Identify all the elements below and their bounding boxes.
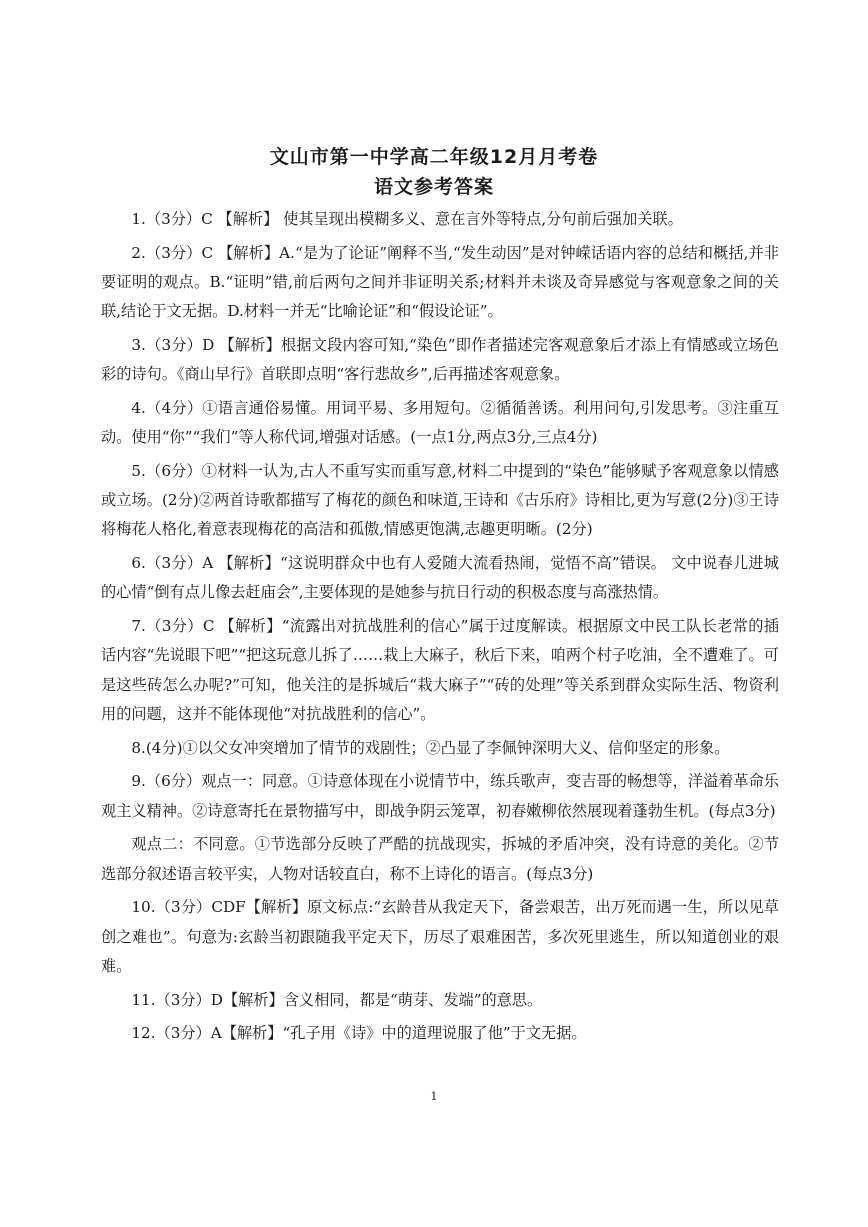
answer-list [101,205,779,1053]
answer-item-1: 1.（3分）C 【解析】 使其呈现出模糊多义、意在言外等特点,分句前后强加关联。 [131,210,683,228]
answer-item-8: 8.(4分)①以父女冲突增加了情节的戏剧性；②凸显了李佩钟深明大义、信仰坚定的形象。 [131,738,730,757]
answer-item-12: 12.（3分）A【解析】“孔子用《诗》中的道理说服了他”于文无据。 [131,1024,587,1043]
answer-item-10: 10.（3分）CDF【解析】原文标点:“玄龄昔从我定天下，备尝艰苦，出万死而遇一生，所以见草创之难也”。句意为:玄龄当初跟随我平定天下，历尽了艰难困苦，多次死里逃生，所以知道创业的艰难。 [101,898,779,975]
answer-item-9: 9.（6分）观点一：同意。①诗意体现在小说情节中，练兵歌声，变吉哥的畅想等，洋溢着革命乐观主义精神。②诗意寄托在景物描写中，即战争阴云笼罩，初春嫩柳依然展现着蓬勃生机。(每点3分) [101,772,779,820]
answer-item-11: 11.（3分）D【解析】含义相同，都是“萌芽、发端”的意思。 [131,990,543,1009]
answer-item-6: 6.（3分）A 【解析】“这说明群众中也有人爱随大流看热闹，觉悟不高”错误。 文中说春儿进城的心情“倒有点儿像去赶庙会”,主要体现的是她参与抗日行动的积极态度与高涨热情。 [101,554,779,602]
exam-title: 文山市第一中学高二年级12月月考卷 [269,146,599,168]
answer-item-3: 3.（3分）D 【解析】根据文段内容可知,“染色”即作者描述完客观意象后才添上有情感或立场色彩的诗句。《商山早行》首联即点明“客行悲故乡”,后再描述客观意象。 [101,336,779,384]
page-number: 1 [430,1090,438,1103]
answer-item-7: 7.（3分）C 【解析】“流露出对抗战胜利的信心”属于过度解读。根据原文中民工队长老常的插话内容“先说眼下吧”“把这玩意儿拆了……栽上大麻子，秋后下来，咱两个村子吃油，全不遭难了。可是这些砖怎么办呢?”可知，他关注的是拆城后“栽大麻子”“砖的处理”等关系到群众实际生活、物资利用的问题，这并不能体现他“对抗战胜利的信心”。 [101,617,779,723]
answer-key-subtitle: 语文参考答案 [373,176,494,198]
answer-item-5: 5.（6分）①材料一认为,古人不重写实而重写意,材料二中提到的“染色”能够赋予客观意象以情感或立场。(2分)②两首诗歌都描写了梅花的颜色和味道,王诗和《古乐府》诗相比,更为写意(2分)③王诗将梅花人格化,着意表现梅花的高洁和孤傲,情感更饱满,志趣更明晰。(2分) [101,462,779,539]
answer-item-2: 2.（3分）C 【解析】A.“是为了论证”阐释不当,“发生动因”是对钟嵘话语内容的总结和概括,并非要证明的观点。B.“证明”错,前后两句之间并非证明关系;材料并未谈及奇异感觉与客观意象之间的关联,结论于文无据。D.材料一并无“比喻论证”和“假设论证”。 [101,243,779,321]
answer-item-4: 4.（4分）①语言通俗易懂。用词平易、多用短句。②循循善诱。利用问句,引发思考。③注重互动。使用“你”“我们”等人称代词,增强对话感。(一点1分,两点3分,三点4分) [101,399,779,447]
answer-item-9-view2: 观点二：不同意。①节选部分反映了严酷的抗战现实，拆城的矛盾冲突，没有诗意的美化。②节选部分叙述语言较平实，人物对话较直白，称不上诗化的语言。(每点3分) [101,835,779,883]
